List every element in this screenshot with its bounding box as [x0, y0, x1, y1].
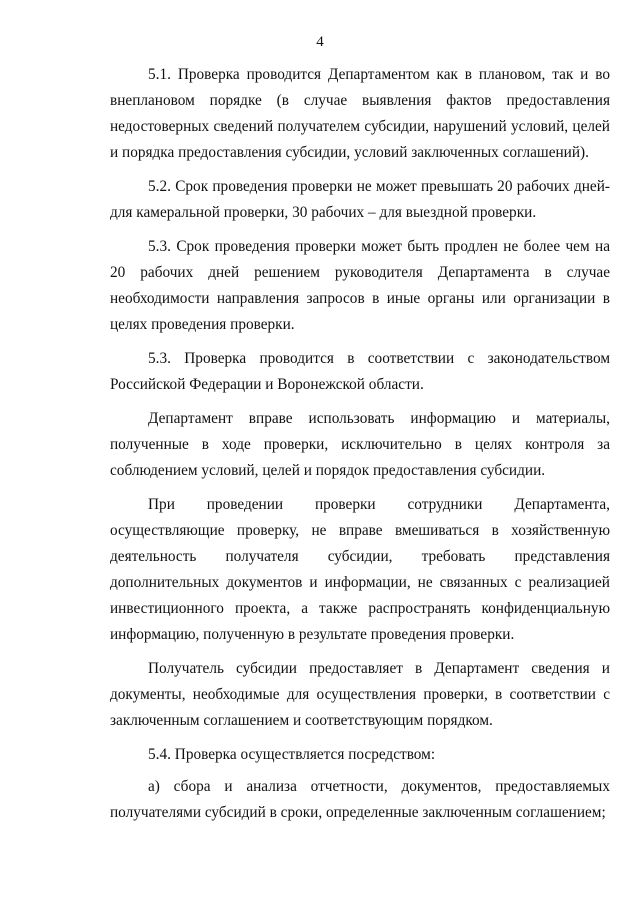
page-number: 4	[316, 34, 324, 50]
paragraph-department-rights: Департамент вправе использовать информацию и материалы, полученные в ходе проверки, исключительно в целях контроля за соблюдением условий, целей и порядок предоставления субсидии.	[110, 410, 610, 479]
paragraph-5-3-extension: 5.3. Срок проведения проверки может быть продлен не более чем на 20 рабочих дней решением руководителя Департамента в случае необходимости направления запросов в иные органы или организации в целях проведения проверки.	[110, 238, 610, 333]
paragraph-5-1: 5.1. Проверка проводится Департаментом как в плановом, так и во внеплановом порядке (в случае выявления фактов предоставления недостоверных сведений получателем субсидии, нарушений условий, целей и порядка предоставления субсидии, условий заключенных соглашений).	[110, 66, 610, 161]
paragraph-staff-restrictions: При проведении проверки сотрудники Департамента, осуществляющие проверку, не вправе вмешиваться в хозяйственную деятельность получателя субсидии, требовать представления дополнительных документов и информации, не связанных с реализацией инвестиционного проекта, а также распространять конфиденциальную информацию, полученную в результате проведения проверки.	[110, 496, 610, 643]
paragraph-5-4: 5.4. Проверка осуществляется посредством:	[148, 746, 436, 763]
document-body	[110, 62, 610, 834]
paragraph-5-3-legislation: 5.3. Проверка проводится в соответствии с законодательством Российской Федерации и Воронежской области.	[110, 350, 610, 393]
paragraph-recipient-obligations: Получатель субсидии предоставляет в Департамент сведения и документы, необходимые для осуществления проверки, в соответствии с заключенным соглашением и соответствующим порядком.	[110, 660, 610, 729]
paragraph-5-2: 5.2. Срок проведения проверки не может превышать 20 рабочих дней- для камеральной проверки, 30 рабочих – для выездной проверки.	[110, 178, 610, 221]
paragraph-5-4-a: а) сбора и анализа отчетности, документов, предоставляемых получателями субсидий в сроки, определенные заключенным соглашением;	[110, 778, 610, 821]
